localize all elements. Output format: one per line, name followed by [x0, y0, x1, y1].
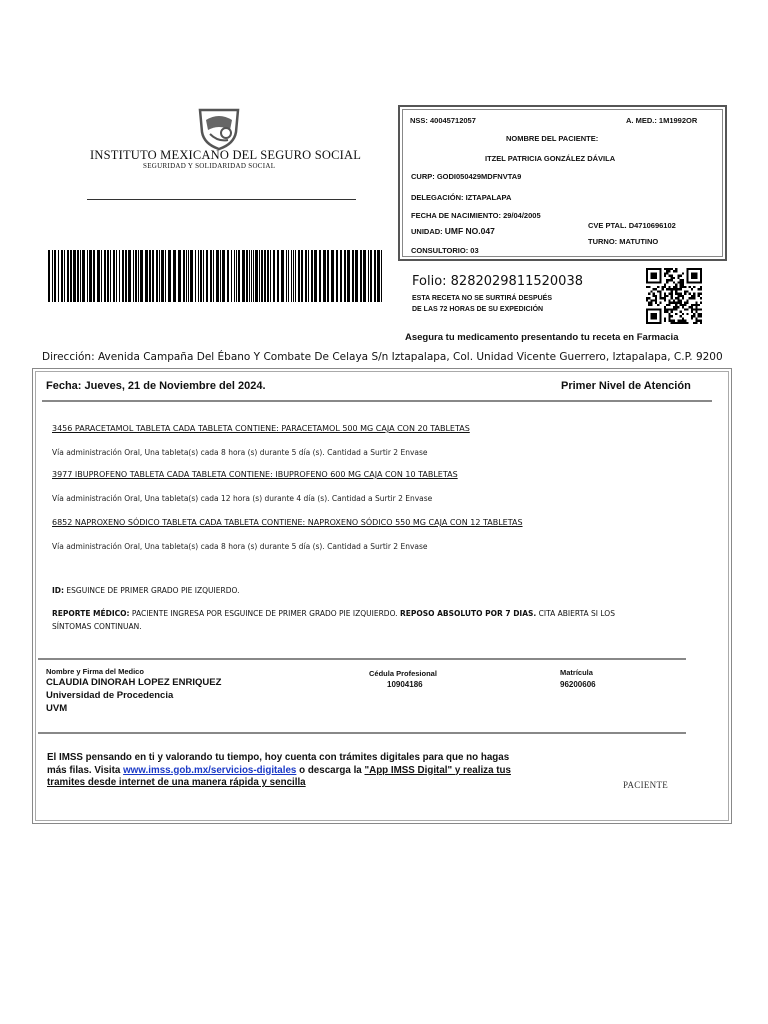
- medication-detail: Vía administración Oral, Una tableta(s) cada 8 hora (s) durante 5 día (s). Cantidad a Surtir 2 Envase: [52, 542, 428, 551]
- unidad-text: UNIDAD: UMF NO.047: [411, 226, 495, 236]
- divider-line: [42, 400, 712, 402]
- farmacia-note: Asegura tu medicamento presentando tu receta en Farmacia: [405, 332, 679, 343]
- medico-label: Nombre y Firma del Medico: [46, 667, 144, 676]
- copy-label: PACIENTE: [623, 780, 669, 790]
- medico-name: CLAUDIA DINORAH LOPEZ ENRIQUEZ: [46, 677, 222, 688]
- divider-line: [38, 658, 686, 660]
- consultorio-text: CONSULTORIO: 03: [411, 246, 479, 255]
- medication-detail: Vía administración Oral, Una tableta(s) cada 12 hora (s) durante 4 día (s). Cantidad a Surtir 2 Envase: [52, 494, 433, 503]
- imss-digital-link[interactable]: www.imss.gob.mx/servicios-digitales: [123, 764, 297, 776]
- patient-name-label: NOMBRE DEL PACIENTE:: [506, 134, 599, 143]
- cve-ptal-text: CVE PTAL. D4710696102: [588, 221, 676, 230]
- imss-eagle-logo-icon: [196, 108, 242, 150]
- cedula-value: 10904186: [387, 680, 423, 689]
- turno-text: TURNO: MATUTINO: [588, 237, 659, 246]
- divider-line: [87, 199, 356, 200]
- curp-text: CURP: GODI050429MDFNVTA9: [411, 172, 522, 181]
- medication-title: 6852 NAPROXENO SÓDICO TABLETA CADA TABLETA CONTIENE: NAPROXENO SÓDICO 550 MG CAJA CON 12 TABLETAS: [52, 518, 523, 527]
- divider-line: [38, 732, 686, 734]
- qr-code-icon: [646, 268, 702, 324]
- nss-text: NSS: 40045712057: [410, 116, 476, 125]
- diagnosis-id: ID: ESGUINCE DE PRIMER GRADO PIE IZQUIERDO.: [52, 586, 240, 595]
- medical-report-continued: SÍNTOMAS CONTINUAN.: [52, 622, 142, 631]
- matricula-label: Matrícula: [560, 668, 593, 677]
- universidad-value: UVM: [46, 703, 68, 714]
- institution-tagline: SEGURIDAD Y SOLIDARIDAD SOCIAL: [143, 162, 276, 170]
- universidad-label: Universidad de Procedencia: [46, 690, 174, 701]
- patient-name: ITZEL PATRICIA GONZÁLEZ DÁVILA: [485, 154, 616, 163]
- medical-report: REPORTE MÉDICO: PACIENTE INGRESA POR ESGUINCE DE PRIMER GRADO PIE IZQUIERDO. REPOSO ABSOLUTO POR 7 DIAS. CITA ABIERTA SI LOS: [52, 609, 615, 618]
- barcode: [48, 250, 384, 302]
- matricula-value: 96200606: [560, 680, 596, 689]
- institution-name: INSTITUTO MEXICANO DEL SEGURO SOCIAL: [90, 148, 362, 162]
- medication-title: 3456 PARACETAMOL TABLETA CADA TABLETA CONTIENE: PARACETAMOL 500 MG CAJA CON 20 TABLETAS: [52, 424, 470, 433]
- a-med-text: A. MED.: 1M1992OR: [626, 116, 698, 125]
- prescription-date: Fecha: Jueves, 21 de Noviembre del 2024.: [46, 380, 266, 392]
- cedula-label: Cédula Profesional: [369, 669, 437, 678]
- clinic-address: Dirección: Avenida Campaña Del Ébano Y Combate De Celaya S/n Iztapalapa, Col. Unidad Vicente Guerrero, Iztapalapa, C.P. 9200: [42, 351, 723, 363]
- birth-date-text: FECHA DE NACIMIENTO: 29/04/2005: [411, 211, 541, 220]
- folio-number: Folio: 8282029811520038: [412, 274, 583, 289]
- patient-info-box: [398, 105, 727, 261]
- folio-note: ESTA RECETA NO SE SURTIRÁ DESPUÉS DE LAS 72 HORAS DE SU EXPEDICIÓN: [412, 295, 553, 313]
- delegacion-text: DELEGACIÓN: IZTAPALAPA: [411, 193, 512, 202]
- medication-title: 3977 IBUPROFENO TABLETA CADA TABLETA CONTIENE: IBUPROFENO 600 MG CAJA CON 10 TABLETAS: [52, 470, 458, 479]
- digital-services-note: El IMSS pensando en ti y valorando tu tiempo, hoy cuenta con trámites digitales para que no hagas más filas. Visita www.imss.gob.mx/servicios-digitales o descarga la "App IMSS Digital" y realiza tus tramites desde internet de una manera rápida y sencilla: [47, 752, 511, 788]
- medication-detail: Vía administración Oral, Una tableta(s) cada 8 hora (s) durante 5 día (s). Cantidad a Surtir 2 Envase: [52, 448, 428, 457]
- care-level: Primer Nivel de Atención: [561, 380, 691, 392]
